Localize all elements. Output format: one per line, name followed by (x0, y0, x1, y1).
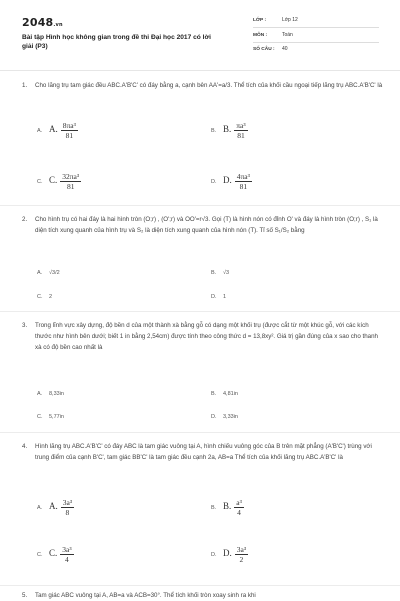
question-number: 2. (22, 216, 28, 223)
option-fraction (235, 545, 248, 564)
option-prefix: D. (223, 174, 232, 185)
option-label: D. (211, 551, 217, 558)
divider (0, 205, 400, 206)
option-label: B. (211, 270, 217, 276)
option-c[interactable] (37, 414, 64, 420)
meta-value: Toán (282, 32, 293, 38)
option-prefix: C. (49, 547, 58, 558)
numerator: 8πa³ (62, 121, 76, 130)
option-value: 8,33in (49, 391, 64, 397)
option-a[interactable] (37, 121, 78, 140)
page-title: Bài tập Hình học không gian trong đề thi Đại học 2017 có lời giải (P3) (22, 34, 211, 50)
option-label: B. (211, 504, 217, 511)
option-c[interactable] (37, 545, 74, 564)
option-b[interactable] (211, 270, 229, 276)
divider (253, 27, 379, 28)
option-d[interactable] (211, 172, 252, 191)
option-a[interactable] (37, 391, 64, 397)
option-prefix: B. (223, 123, 232, 134)
question-text: Hình lăng trụ ABC.A'B'C' có đáy ABC là tam giác vuông tại A, hình chiếu vuông góc của B trên mặt phẳng (A'B'C') trùng với trung điểm của cạnh B'C', tam giác BB'C' là tam giác đều cạnh 2a, AB=a Thể tích của khối lăng trụ ABC.A'B'C' là (35, 443, 372, 461)
denominator: 4 (65, 555, 69, 564)
option-value: √3/2 (49, 270, 60, 276)
site-logo[interactable] (22, 16, 63, 29)
numerator: 3a³ (62, 498, 73, 507)
denominator: 81 (239, 182, 248, 191)
meta-key: SỐ CÂU : (253, 47, 275, 52)
question-number: 4. (22, 443, 28, 450)
option-label: D. (211, 178, 217, 185)
option-label: A. (37, 504, 43, 511)
option-c[interactable] (37, 294, 52, 300)
option-prefix: B. (223, 500, 232, 511)
denominator: 2 (239, 555, 244, 564)
numerator: 3a³ (62, 545, 72, 554)
option-label: B. (211, 127, 217, 134)
question-text: Cho hình trụ có hai đáy là hai hình tròn (O;r) , (O';r) và OO'=r√3. Gọi (T) là hình nón có đỉnh O' và đáy là hình tròn (O;r) , S₁ là diện tích xung quanh của hình trụ và S₂ là diện tích xung quanh của hình nón (T). Tỉ số S₁/S₂ bằng (35, 216, 378, 234)
question-text: Tam giác ABC vuông tại A, AB=a và ACB=30°. Thể tích khối tròn xoay sinh ra khi (35, 592, 256, 599)
numerator: 3a³ (236, 545, 247, 554)
meta-class (253, 17, 298, 23)
option-label: C. (37, 294, 43, 300)
option-label: D. (211, 294, 217, 300)
page-header (0, 0, 400, 64)
option-fraction (61, 498, 74, 517)
option-fraction (234, 121, 247, 140)
option-prefix: A. (49, 123, 58, 134)
option-label: C. (37, 414, 43, 420)
option-d[interactable] (211, 294, 226, 300)
option-b[interactable] (211, 391, 238, 397)
question-5 (22, 590, 382, 601)
question-number: 5. (22, 592, 28, 599)
option-prefix: C. (49, 174, 58, 185)
option-a[interactable] (37, 270, 60, 276)
option-value: 5,77in (49, 414, 64, 420)
option-d[interactable] (211, 414, 238, 420)
meta-key: LỚP : (253, 18, 267, 23)
option-value: 3,33in (223, 414, 238, 420)
denominator: 81 (66, 182, 75, 191)
option-fraction (60, 545, 73, 564)
question-text: Trong lĩnh vực xây dựng, độ bền d của một thành xà bằng gỗ có dạng một khối trụ (được cắt từ một khúc gỗ, với các kích thước như hình bên dưới; biết 1 in bằng 2,54cm) được tính theo công thức d = 13,8xy². Giá trị gần đúng của x sao cho thanh xà có độ bền cao nhất là (35, 322, 378, 351)
option-fraction (60, 172, 81, 191)
option-prefix: A. (49, 500, 58, 511)
divider (0, 585, 400, 586)
meta-count (253, 46, 288, 52)
denominator: 8 (65, 508, 70, 517)
denominator: 81 (237, 131, 245, 140)
question-3 (22, 320, 382, 353)
numerator: πa³ (236, 121, 246, 130)
question-number: 1. (22, 82, 28, 89)
option-b[interactable] (211, 121, 248, 140)
numerator: 32πa³ (62, 172, 80, 181)
question-1 (22, 80, 382, 91)
option-a[interactable] (37, 498, 74, 517)
option-prefix: D. (223, 547, 232, 558)
header-divider (0, 70, 400, 71)
denominator: 81 (65, 131, 74, 140)
option-c[interactable] (37, 172, 81, 191)
option-value: 4,81in (223, 391, 238, 397)
option-fraction (61, 121, 78, 140)
divider (253, 42, 379, 43)
denominator: 4 (237, 508, 241, 517)
logo-text: 2048 (22, 16, 54, 29)
divider (0, 311, 400, 312)
option-b[interactable] (211, 498, 244, 517)
question-4 (22, 441, 382, 463)
question-number: 3. (22, 322, 28, 329)
numerator: 4πa³ (236, 172, 250, 181)
option-label: A. (37, 270, 43, 276)
option-label: D. (211, 414, 217, 420)
numerator: a³ (236, 498, 242, 507)
meta-subject (253, 32, 293, 38)
meta-value: Lớp 12 (282, 17, 298, 23)
meta-value: 40 (282, 46, 288, 52)
question-text: Cho lăng trụ tam giác đều ABC.A'B'C' có đáy bằng a, cạnh bên AA'=a/3. Thể tích của khối cầu ngoại tiếp lăng trụ ABC.A'B'C' là (35, 82, 383, 89)
option-value: 2 (49, 294, 53, 300)
option-label: A. (37, 391, 43, 397)
option-label: C. (37, 551, 43, 558)
option-value: 1 (223, 294, 227, 300)
option-label: B. (211, 391, 217, 397)
logo-suffix: .vn (53, 22, 63, 28)
option-value: √3 (223, 270, 230, 276)
option-d[interactable] (211, 545, 248, 564)
meta-key: MÔN : (253, 33, 268, 38)
option-label: C. (37, 178, 43, 185)
divider (0, 432, 400, 433)
option-fraction (235, 172, 252, 191)
option-label: A. (37, 127, 43, 134)
question-2 (22, 214, 382, 236)
option-fraction (234, 498, 244, 517)
